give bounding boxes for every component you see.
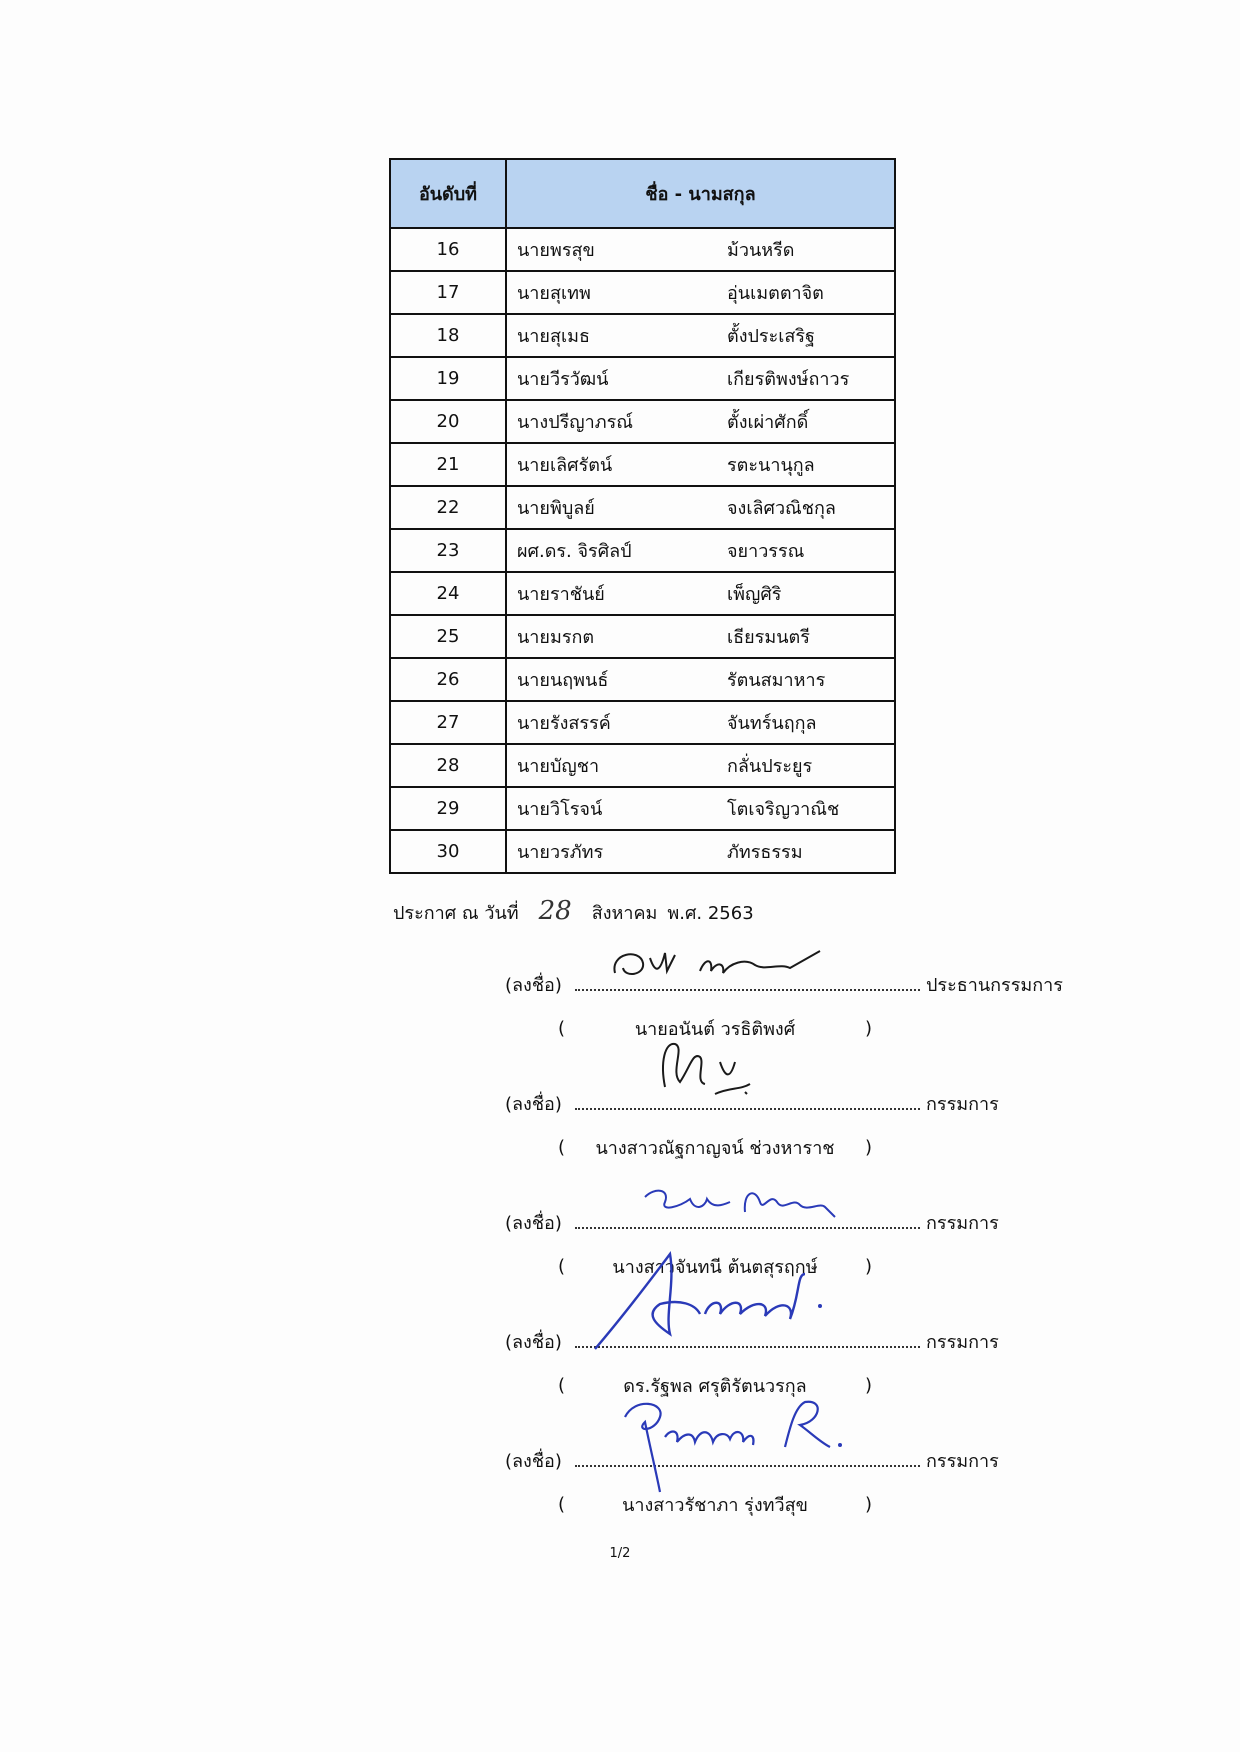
handwritten-signature: [635, 1177, 865, 1227]
signature-block: [505, 1446, 1065, 1518]
sign-label: (ลงชื่อ): [505, 1094, 562, 1115]
first-name: นายวีรวัฒน์: [517, 369, 609, 390]
order-no-cell: 19: [390, 357, 506, 400]
last-name: โตเจริญวาณิช: [727, 799, 840, 820]
header-full-name: ชื่อ - นามสกุล: [506, 159, 895, 228]
first-name: ผศ.ดร. จิรศิลป์: [517, 541, 632, 562]
last-name: เธียรมนตรี: [727, 627, 810, 648]
order-no-cell: 16: [390, 228, 506, 271]
table-row: [390, 529, 895, 572]
open-paren: (: [557, 1017, 565, 1039]
announcement-date: [393, 896, 754, 927]
announcement-year: พ.ศ. 2563: [667, 903, 754, 924]
handwritten-signature: [605, 1387, 855, 1497]
full-name-cell: [506, 486, 895, 529]
close-paren: ): [865, 1493, 873, 1515]
last-name: จันทร์นฤกุล: [727, 713, 817, 734]
full-name-cell: [506, 830, 895, 873]
table-row: [390, 400, 895, 443]
close-paren: ): [865, 1136, 873, 1158]
order-no-cell: 23: [390, 529, 506, 572]
full-name-cell: [506, 314, 895, 357]
first-name: นายวรภัทร: [517, 842, 604, 863]
signer-role: กรรมการ: [926, 1213, 999, 1234]
order-no-cell: 26: [390, 658, 506, 701]
full-name-cell: [506, 658, 895, 701]
full-name-cell: [506, 228, 895, 271]
table-row: [390, 572, 895, 615]
table-row: [390, 443, 895, 486]
last-name: เพ็ญศิริ: [727, 584, 782, 605]
signer-role: กรรมการ: [926, 1451, 999, 1472]
signer-role: กรรมการ: [926, 1332, 999, 1353]
first-name: นายนฤพนธ์: [517, 670, 609, 691]
first-name: นายราชันย์: [517, 584, 605, 605]
order-no-cell: 25: [390, 615, 506, 658]
order-no-cell: 24: [390, 572, 506, 615]
order-no-cell: 18: [390, 314, 506, 357]
first-name: นายสุเทพ: [517, 283, 591, 304]
table-row: [390, 271, 895, 314]
signer-role: ประธานกรรมการ: [926, 975, 1063, 996]
full-name-cell: [506, 744, 895, 787]
close-paren: ): [865, 1017, 873, 1039]
header-order-no: อันดับที่: [390, 159, 506, 228]
signature-line: [575, 1090, 920, 1110]
sign-label: (ลงชื่อ): [505, 975, 562, 996]
last-name: ตั้งเผ่าศักดิ์: [727, 412, 809, 433]
open-paren: (: [557, 1493, 565, 1515]
table-row: [390, 658, 895, 701]
sign-label: (ลงชื่อ): [505, 1332, 562, 1353]
table-row: [390, 314, 895, 357]
table-row: [390, 615, 895, 658]
order-no-cell: 20: [390, 400, 506, 443]
signer-name: นางสาวจันทนี ต้นตสุรฤกษ์: [612, 1256, 818, 1278]
last-name: ภัทรธรรม: [727, 842, 803, 863]
close-paren: ): [865, 1374, 873, 1396]
signature-line: [575, 1328, 920, 1348]
first-name: นายวิโรจน์: [517, 799, 603, 820]
last-name: กลั่นประยูร: [727, 756, 813, 777]
signature-line: [575, 1209, 920, 1229]
announcement-day: 28: [538, 896, 572, 926]
table-row: [390, 486, 895, 529]
last-name: ตั้งประเสริฐ: [727, 326, 815, 347]
order-no-cell: 21: [390, 443, 506, 486]
last-name: เกียรติพงษ์ถาวร: [727, 369, 850, 390]
close-paren: ): [865, 1255, 873, 1277]
first-name: นายบัญชา: [517, 756, 600, 777]
first-name: นางปรีญาภรณ์: [517, 412, 633, 433]
first-name: นายสุเมธ: [517, 326, 590, 347]
full-name-cell: [506, 615, 895, 658]
open-paren: (: [557, 1374, 565, 1396]
signer-name: นางสาวณัฐกาญจน์ ช่วงหาราช: [595, 1137, 835, 1159]
signer-name: นายอนันต์ วรธิติพงศ์: [634, 1018, 796, 1040]
last-name: ม้วนหรีด: [727, 240, 795, 261]
order-no-cell: 22: [390, 486, 506, 529]
signature-block: [505, 1089, 1065, 1161]
open-paren: (: [557, 1136, 565, 1158]
full-name-cell: [506, 529, 895, 572]
first-name: นายรังสรรค์: [517, 713, 611, 734]
signature-line: [575, 1447, 920, 1467]
first-name: นายเลิศรัตน์: [517, 455, 613, 476]
last-name: จยาวรรณ: [727, 541, 805, 562]
page-number: 1/2: [609, 1546, 631, 1561]
first-name: นายพิบูลย์: [517, 498, 595, 519]
full-name-cell: [506, 701, 895, 744]
full-name-cell: [506, 400, 895, 443]
first-name: นายพรสุข: [517, 240, 595, 261]
signer-name: นางสาวรัชาภา รุ่งทวีสุข: [622, 1494, 808, 1516]
order-no-cell: 30: [390, 830, 506, 873]
full-name-cell: [506, 572, 895, 615]
table-row: [390, 701, 895, 744]
order-no-cell: 27: [390, 701, 506, 744]
handwritten-signature: [605, 933, 865, 993]
table-row: [390, 744, 895, 787]
last-name: จงเลิศวณิชกุล: [727, 498, 836, 519]
handwritten-signature: [645, 1032, 805, 1102]
sign-label: (ลงชื่อ): [505, 1213, 562, 1234]
last-name: อุ่นเมตตาจิต: [727, 283, 824, 304]
last-name: รตะนานุกูล: [727, 455, 815, 476]
signer-role: กรรมการ: [926, 1094, 999, 1115]
full-name-cell: [506, 271, 895, 314]
order-no-cell: 17: [390, 271, 506, 314]
order-no-cell: 29: [390, 787, 506, 830]
first-name: นายมรกต: [517, 627, 595, 648]
signer-name: ดร.รัฐพล ศรุติรัตนวรกุล: [623, 1375, 807, 1397]
table-row: [390, 830, 895, 873]
announcement-month: สิงหาคม: [591, 903, 658, 924]
sign-label: (ลงชื่อ): [505, 1451, 562, 1472]
open-paren: (: [557, 1255, 565, 1277]
table-row: [390, 228, 895, 271]
last-name: รัตนสมาหาร: [727, 670, 826, 691]
table-row: [390, 357, 895, 400]
handwritten-signature: [585, 1244, 845, 1354]
table-body: [390, 228, 895, 873]
full-name-cell: [506, 787, 895, 830]
table-row: [390, 787, 895, 830]
full-name-cell: [506, 443, 895, 486]
signature-line: [575, 971, 920, 991]
full-name-cell: [506, 357, 895, 400]
table-header-row: [390, 159, 895, 228]
order-no-cell: 28: [390, 744, 506, 787]
committee-table: [389, 158, 896, 874]
announcement-prefix: ประกาศ ณ วันที่: [393, 903, 519, 924]
